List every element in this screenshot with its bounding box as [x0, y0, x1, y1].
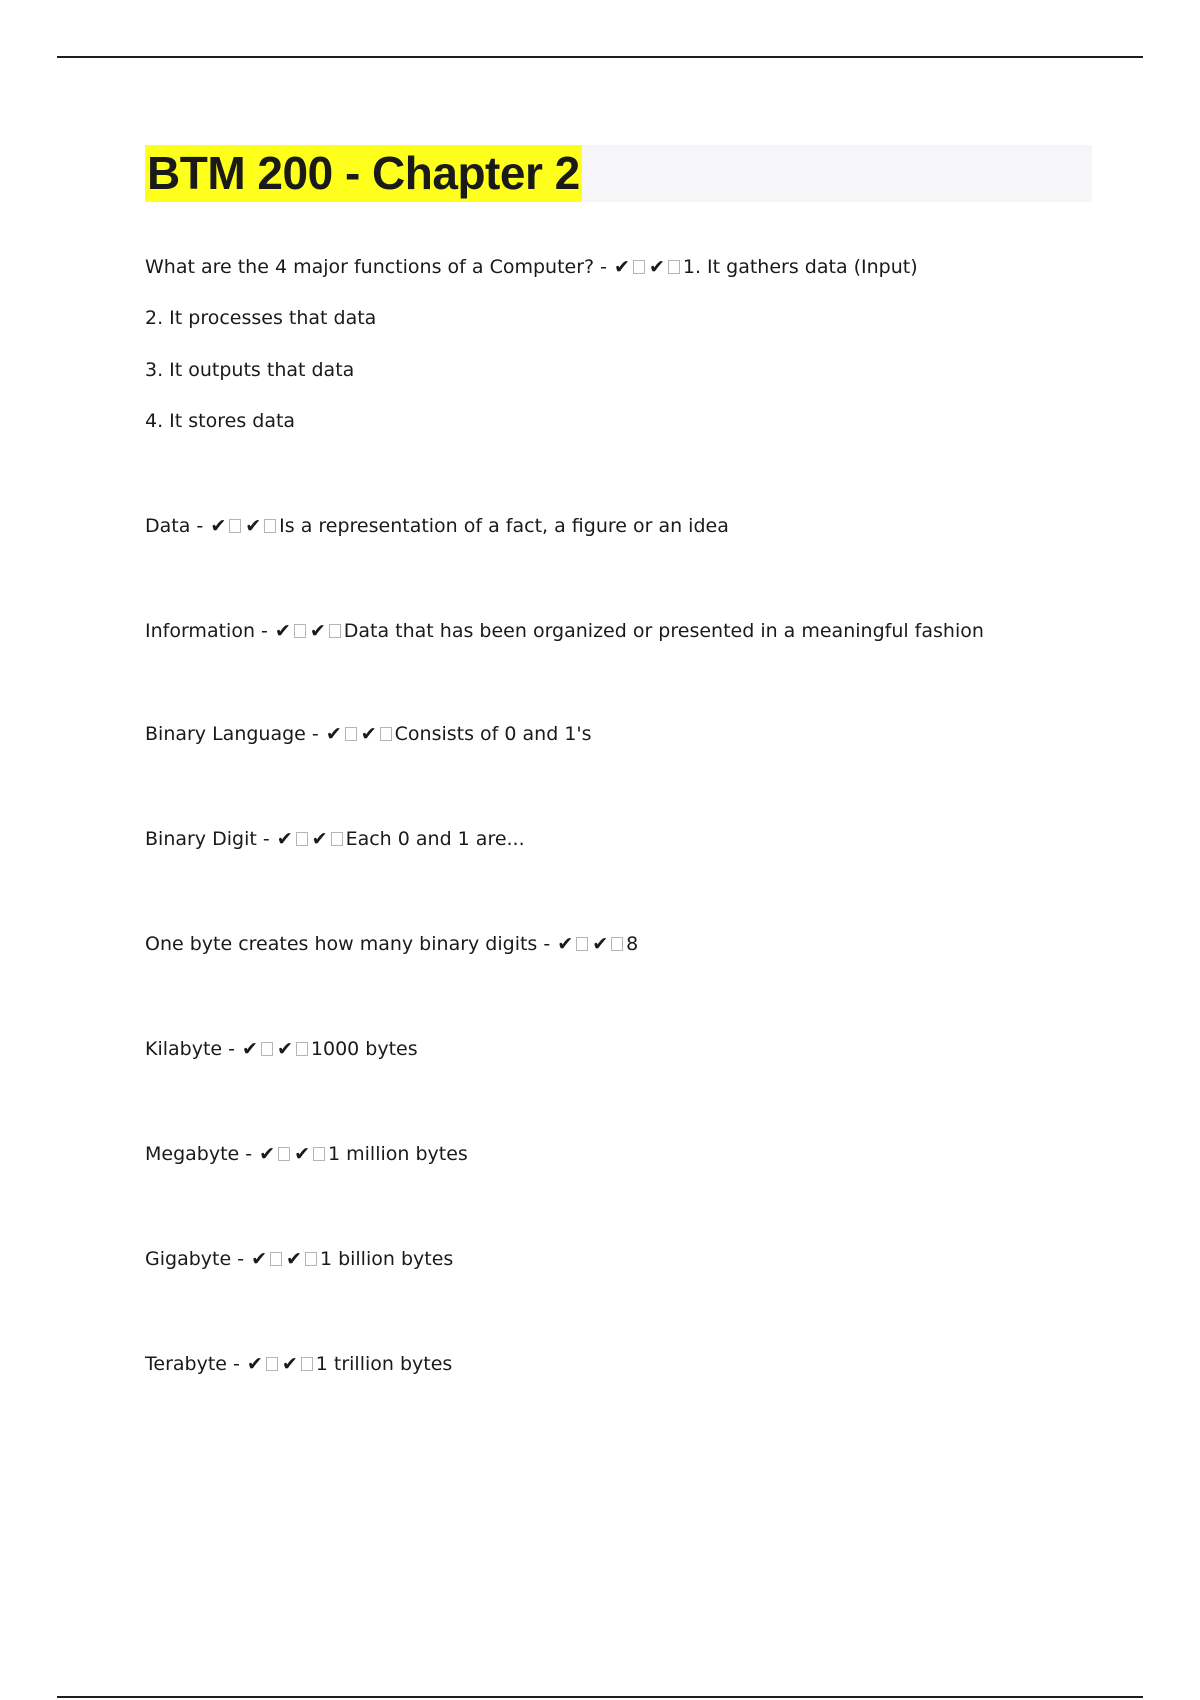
- separator: -: [305, 723, 325, 745]
- box-icon: [345, 727, 357, 741]
- check-icon: ✔: [286, 1248, 302, 1270]
- check-icon: ✔: [311, 828, 328, 850]
- card-answer: 1 trillion bytes: [315, 1353, 453, 1375]
- card-answer: 1. It gathers data (Input): [682, 256, 918, 278]
- separator: -: [190, 515, 210, 537]
- box-icon: [296, 1042, 308, 1056]
- card-answer: Data that has been organized or presented in a meaningful fashion: [343, 620, 984, 642]
- card-line: [145, 931, 638, 957]
- check-icon: ✔: [242, 1038, 258, 1060]
- box-icon: [305, 1252, 317, 1266]
- card-answer: Consists of 0 and 1's: [394, 723, 592, 745]
- card-line: [145, 721, 592, 747]
- card-line: [145, 1036, 418, 1062]
- card-term: Data: [145, 515, 191, 537]
- check-icon: ✔: [210, 515, 227, 537]
- card-line: [145, 1351, 452, 1377]
- card-line: [145, 618, 984, 644]
- card-line: [145, 1246, 453, 1272]
- card-answer: 1 million bytes: [328, 1143, 468, 1165]
- card-answer: Each 0 and 1 are...: [345, 828, 525, 850]
- card-answer: 8: [626, 933, 639, 955]
- box-icon: [261, 1042, 273, 1056]
- check-icon: ✔: [325, 723, 342, 745]
- box-icon: [296, 832, 308, 846]
- separator: -: [256, 828, 276, 850]
- separator: -: [537, 933, 557, 955]
- separator: -: [231, 1248, 251, 1270]
- box-icon: [611, 937, 623, 951]
- card-line: [145, 1141, 468, 1167]
- box-icon: [294, 624, 306, 638]
- check-icon: ✔: [246, 1353, 263, 1375]
- card-term: One byte creates how many binary digits: [145, 933, 538, 955]
- card-continuation: 3. It outputs that data: [145, 359, 355, 381]
- check-icon: ✔: [648, 256, 665, 278]
- box-icon: [576, 937, 588, 951]
- box-icon: [329, 624, 341, 638]
- check-icon: ✔: [245, 515, 262, 537]
- box-icon: [301, 1357, 313, 1371]
- card-continuation: 2. It processes that data: [145, 307, 377, 329]
- box-icon: [331, 832, 343, 846]
- card-answer: 1000 bytes: [310, 1038, 418, 1060]
- bottom-rule: [57, 1696, 1143, 1698]
- box-icon: [668, 260, 680, 274]
- box-icon: [278, 1147, 290, 1161]
- card-term: Terabyte: [145, 1353, 227, 1375]
- card-line: [145, 826, 525, 852]
- separator: -: [226, 1353, 246, 1375]
- check-icon: ✔: [557, 933, 574, 955]
- check-icon: ✔: [309, 620, 326, 642]
- page-title: BTM 200 - Chapter 2: [145, 145, 582, 202]
- card-line: [145, 513, 729, 539]
- card-line: [145, 254, 918, 280]
- check-icon: ✔: [360, 723, 377, 745]
- check-icon: ✔: [294, 1143, 311, 1165]
- separator: -: [254, 620, 274, 642]
- card-answer: 1 billion bytes: [319, 1248, 454, 1270]
- top-rule: [57, 56, 1143, 58]
- box-icon: [380, 727, 392, 741]
- card-term: Gigabyte: [145, 1248, 232, 1270]
- separator: -: [222, 1038, 242, 1060]
- check-icon: ✔: [259, 1143, 276, 1165]
- box-icon: [266, 1357, 278, 1371]
- box-icon: [229, 519, 241, 533]
- box-icon: [264, 519, 276, 533]
- box-icon: [633, 260, 645, 274]
- card-answer: Is a representation of a fact, a figure or an idea: [279, 515, 729, 537]
- separator: -: [239, 1143, 259, 1165]
- check-icon: ✔: [276, 828, 293, 850]
- check-icon: ✔: [276, 1038, 293, 1060]
- card-term: What are the 4 major functions of a Computer?: [145, 256, 595, 278]
- card-term: Information: [145, 620, 255, 642]
- card-term: Binary Language: [145, 723, 306, 745]
- card-term: Kilabyte: [145, 1038, 223, 1060]
- card-term: Megabyte: [145, 1143, 240, 1165]
- box-icon: [313, 1147, 325, 1161]
- check-icon: ✔: [251, 1248, 268, 1270]
- card-term: Binary Digit: [145, 828, 257, 850]
- check-icon: ✔: [281, 1353, 298, 1375]
- box-icon: [270, 1252, 282, 1266]
- check-icon: ✔: [592, 933, 609, 955]
- card-continuation: 4. It stores data: [145, 410, 296, 432]
- check-icon: ✔: [614, 256, 630, 278]
- check-icon: ✔: [274, 620, 291, 642]
- separator: -: [594, 256, 614, 278]
